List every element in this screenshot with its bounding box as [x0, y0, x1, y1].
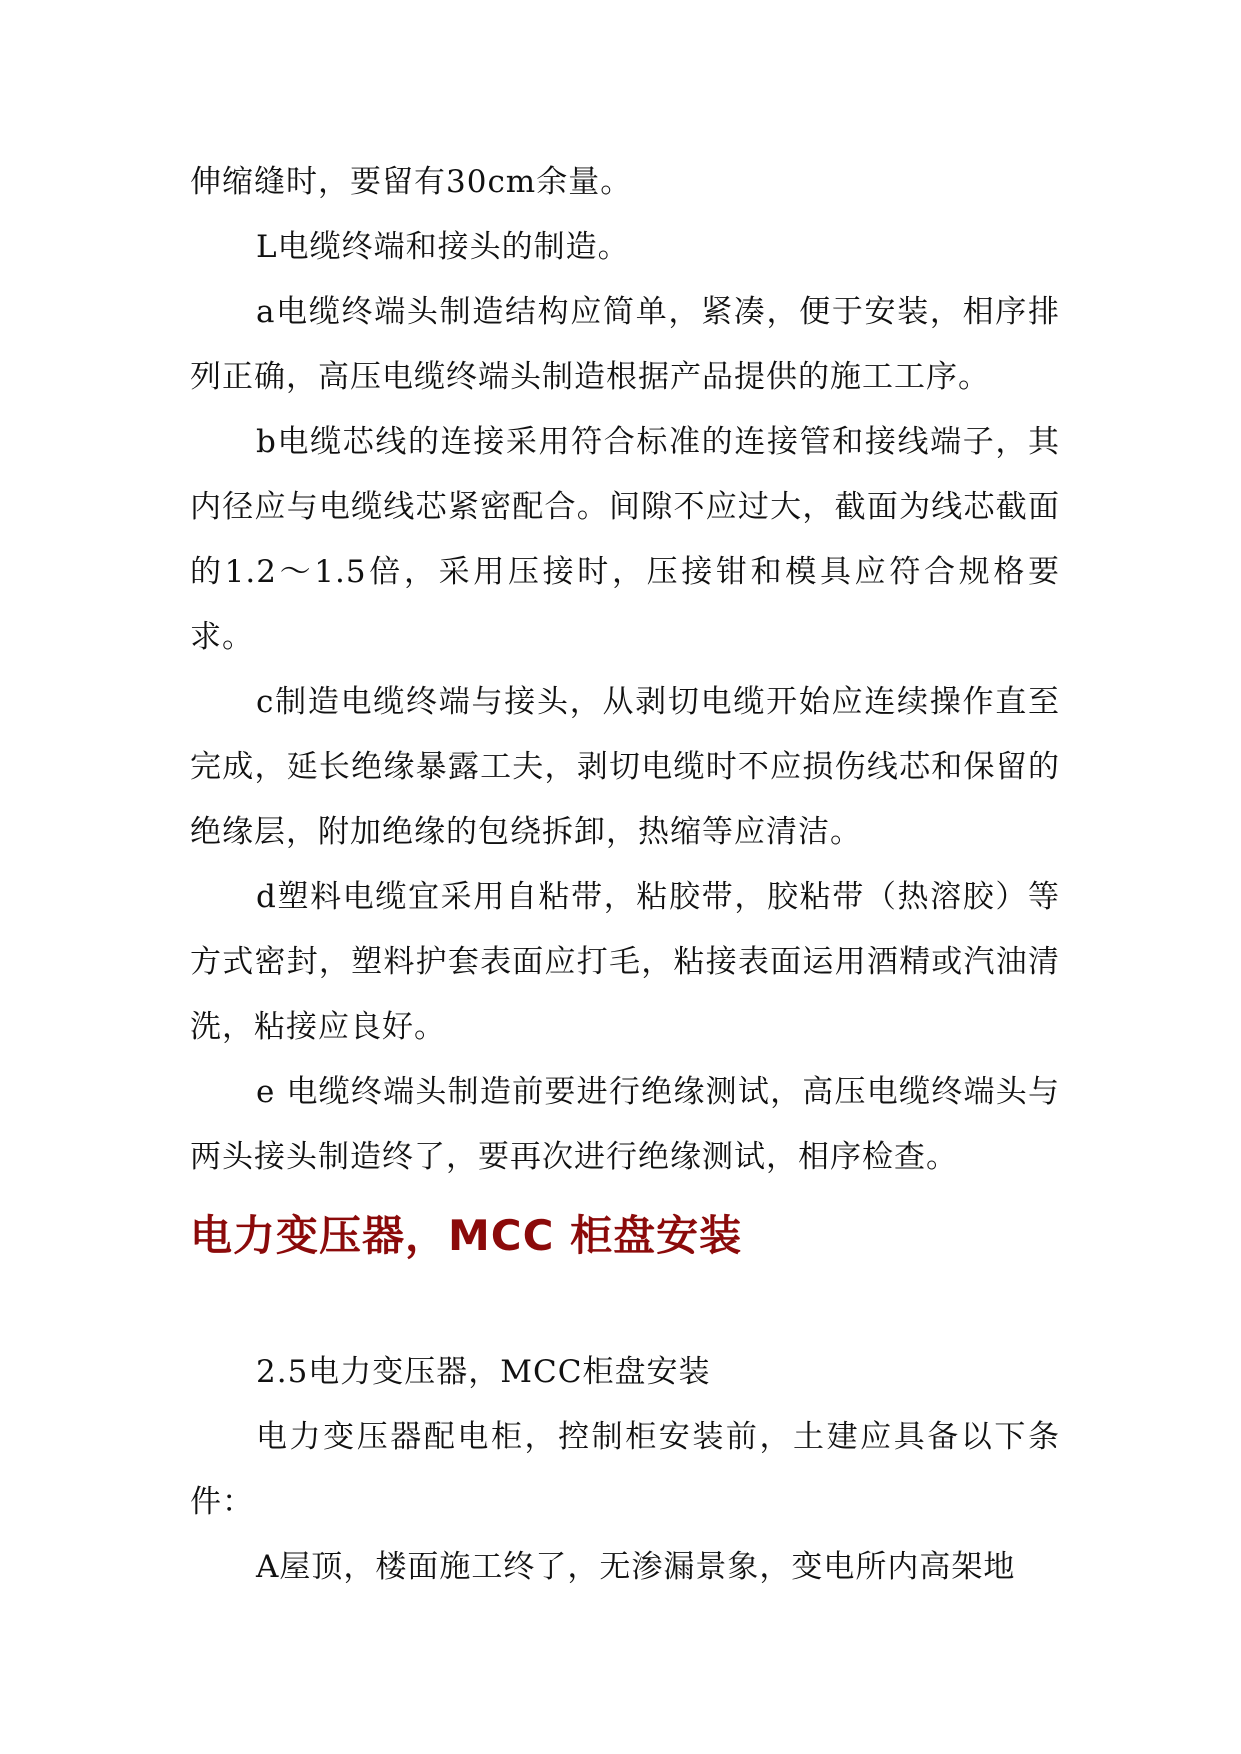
section-heading: 电力变压器，MCC 柜盘安装: [190, 1211, 743, 1260]
paragraph: 伸缩缝时，要留有30cm余量。: [190, 164, 633, 200]
paragraph: a电缆终端头制造结构应简单，紧凑，便于安装，相序排列正确，高压电缆终端头制造根据产品提供的施工工序。: [190, 294, 1060, 395]
paragraph: L电缆终端和接头的制造。: [256, 229, 630, 265]
spacer: [190, 1274, 1060, 1340]
section-label: 2.5电力变压器，MCC柜盘安装: [256, 1354, 711, 1390]
paragraph: c制造电缆终端与接头，从剥切电缆开始应连续操作直至完成，延长绝缘暴露工夫，剥切电缆时不应损伤线芯和保留的绝缘层，附加绝缘的包绕拆卸，热缩等应清洁。: [190, 684, 1060, 850]
paragraph: d塑料电缆宜采用自粘带，粘胶带，胶粘带（热溶胶）等方式密封，塑料护套表面应打毛，粘接表面运用酒精或汽油清洗，粘接应良好。: [190, 879, 1060, 1045]
paragraph: b电缆芯线的连接采用符合标准的连接管和接线端子，其内径应与电缆线芯紧密配合。间隙不应过大，截面为线芯截面的1.2～1.5倍，采用压接时，压接钳和模具应符合规格要求。: [190, 424, 1060, 655]
paragraph: 电力变压器配电柜，控制柜安装前，土建应具备以下条件：: [190, 1419, 1060, 1520]
document-body: [190, 150, 1060, 1600]
paragraph: e 电缆终端头制造前要进行绝缘测试，高压电缆终端头与两头接头制造终了，要再次进行绝缘测试，相序检查。: [190, 1074, 1060, 1175]
paragraph: A屋顶，楼面施工终了，无渗漏景象，变电所内高架地: [256, 1549, 1016, 1585]
